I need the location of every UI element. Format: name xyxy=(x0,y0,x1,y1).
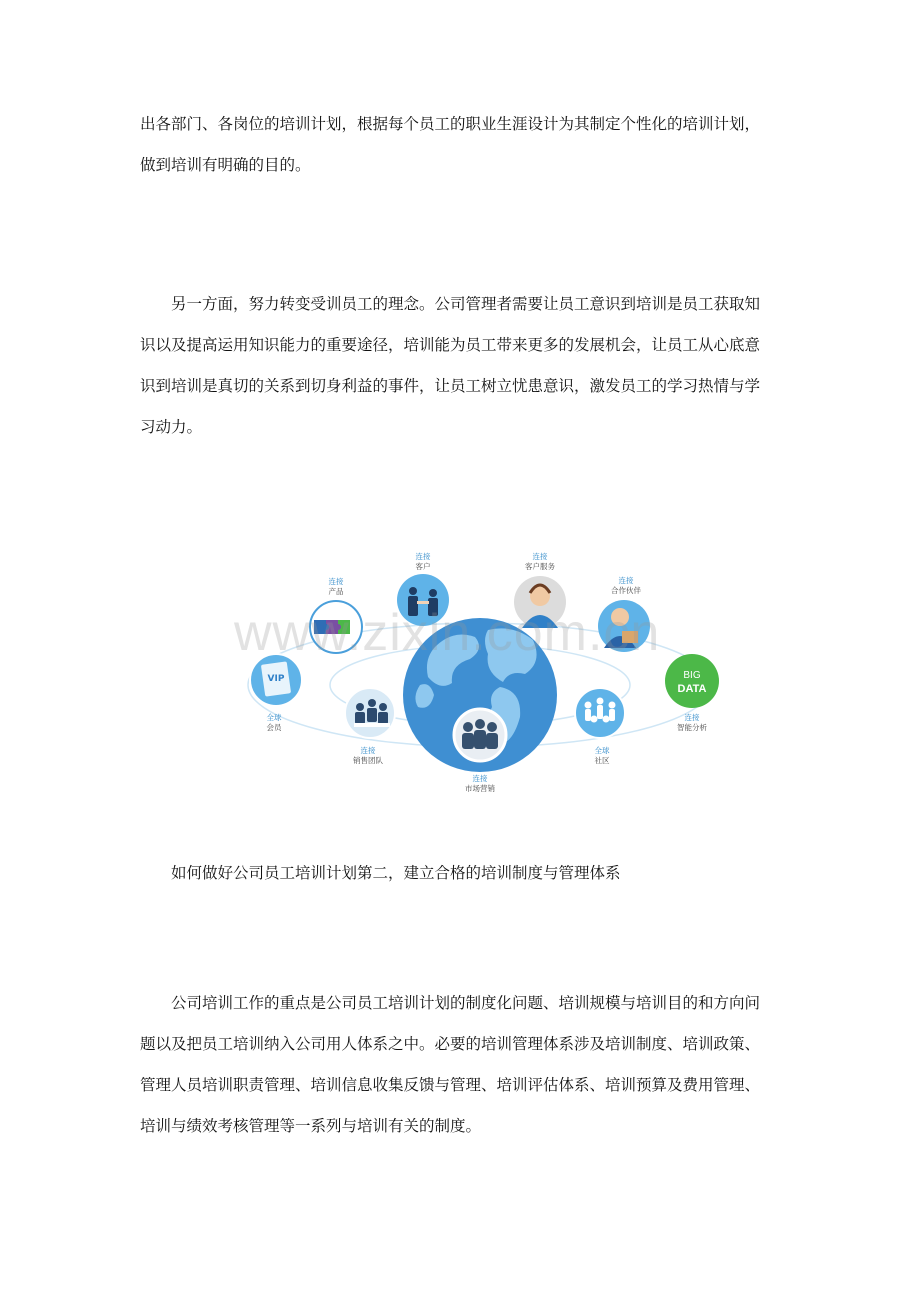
node-label: 市场营销 xyxy=(465,784,495,793)
node-marketing xyxy=(454,709,506,793)
node-tag: 连接 xyxy=(415,552,431,561)
section-heading xyxy=(140,853,792,894)
paragraph-management-system xyxy=(140,983,792,1147)
paragraph-training-plan xyxy=(140,104,792,186)
node-community xyxy=(575,688,625,765)
node-tag: 连接 xyxy=(532,552,548,561)
text-line: 做到培训有明确的目的。 xyxy=(140,156,311,174)
node-label: 销售团队 xyxy=(353,756,383,765)
text-line: 管理人员培训职责管理、培训信息收集反馈与管理、培训评估体系、培训预算及费用管理、 xyxy=(140,1076,761,1094)
node-label: 社区 xyxy=(594,756,610,765)
node-tag: 连接 xyxy=(472,774,488,783)
svg-text:VIP: VIP xyxy=(267,674,285,684)
node-label: 会员 xyxy=(266,723,282,732)
node-label: 客户 xyxy=(415,562,431,571)
node-tag: 全球 xyxy=(594,746,610,755)
text-line: 题以及把员工培训纳入公司用人体系之中。必要的培训管理体系涉及培训制度、培训政策、 xyxy=(140,1035,761,1053)
node-label: 客户服务 xyxy=(525,562,555,571)
text-line: 出各部门、各岗位的培训计划，根据每个员工的职业生涯设计为其制定个性化的培训计划， xyxy=(140,115,761,133)
heading-text: 如何做好公司员工培训计划第二，建立合格的培训制度与管理体系 xyxy=(171,864,621,882)
svg-text:BIG: BIG xyxy=(683,670,701,681)
text-line: 习动力。 xyxy=(140,418,203,436)
node-tag: 连接 xyxy=(684,713,700,722)
node-label: 产品 xyxy=(328,587,344,596)
node-label: 合作伙伴 xyxy=(611,586,641,595)
watermark: www.zixin.com.cn xyxy=(234,604,661,662)
marketing-icon xyxy=(462,719,498,749)
node-analytics xyxy=(665,654,719,732)
text-line: 识以及提高运用知识能力的重要途径，培训能为员工带来更多的发展机会，让员工从心底意 xyxy=(140,336,761,354)
node-tag: 全球 xyxy=(266,713,282,722)
paragraph-employee-mindset xyxy=(140,284,792,448)
text-line: 另一方面，努力转变受训员工的理念。公司管理者需要让员工意识到培训是员工获取知 xyxy=(171,295,761,313)
text-line: 识到培训是真切的关系到切身利益的事件，让员工树立忧患意识，激发员工的学习热情与学 xyxy=(140,377,761,395)
node-tag: 连接 xyxy=(328,577,344,586)
node-member xyxy=(250,654,302,732)
node-tag: 连接 xyxy=(618,576,634,585)
global-connection-diagram xyxy=(230,535,730,800)
text-line: 公司培训工作的重点是公司员工培训计划的制度化问题、培训规模与培训目的和方向问 xyxy=(171,994,761,1012)
svg-text:DATA: DATA xyxy=(677,683,707,695)
text-line: 培训与绩效考核管理等一系列与培训有关的制度。 xyxy=(140,1117,482,1135)
node-label: 智能分析 xyxy=(677,723,707,732)
node-tag: 连接 xyxy=(360,746,376,755)
vip-card-icon xyxy=(261,661,291,696)
node-sales-team xyxy=(345,688,395,765)
